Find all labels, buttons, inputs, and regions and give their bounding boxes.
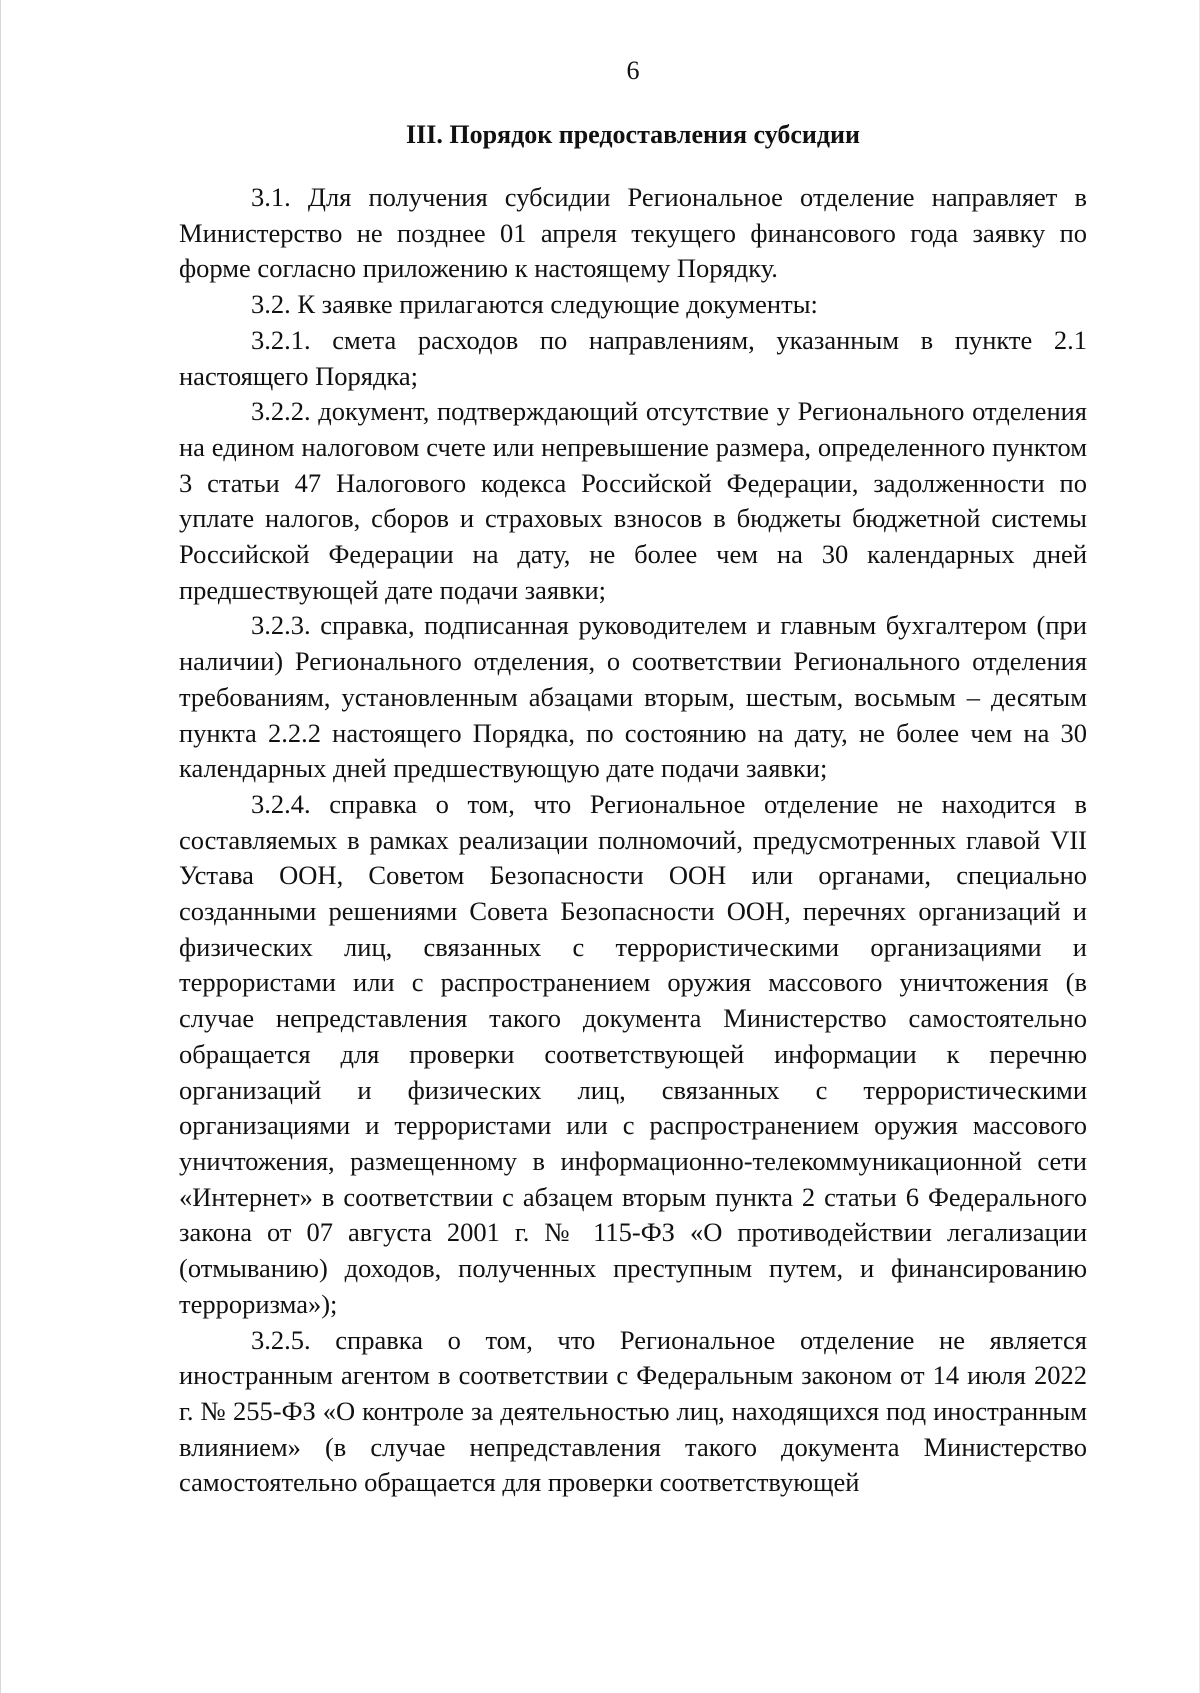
section-heading: III. Порядок предоставления субсидии <box>406 120 860 149</box>
document-body <box>179 180 1087 1501</box>
paragraph-3-2-1: 3.2.1. смета расходов по направлениям, указанным в пункте 2.1 настоящего Порядка; <box>179 324 1087 391</box>
paragraph-3-1: 3.1. Для получения субсидии Региональное отделение направляет в Министерство не позднее 01 апреля текущего финансового года заявку по форме согласно приложению к настоящему Порядку. <box>179 182 1087 284</box>
paragraph-3-2-2: 3.2.2. документ, подтверждающий отсутствие у Регионального отделения на едином налоговом счете или непревышение размера, определенного пунктом 3 статьи 47 Налогового кодекса Российской Федерации, задолженности по уплате налогов, сборов и страховых взносов в бюджеты бюджетной системы Российской Федерации на дату, не более чем на 30 календарных дней предшествующей дате подачи заявки; <box>179 396 1087 605</box>
page-number: 6 <box>626 56 640 85</box>
paragraph-3-2-3: 3.2.3. справка, подписанная руководителем и главным бухгалтером (при наличии) Регионального отделения, о соответствии Регионального отделения требованиям, установленным абзацами вторым, шестым, восьмым – десятым пункта 2.2.2 настоящего Порядка, по состоянию на дату, не более чем на 30 календарных дней предшествующую дате подачи заявки; <box>179 610 1087 784</box>
paragraph-3-2-4: 3.2.4. справка о том, что Региональное отделение не находится в составляемых в рамках реализации полномочий, предусмотренных главой VII Устава ООН, Советом Безопасности ООН или органами, специально созданными решениями Совета Безопасности ООН, перечнях организаций и физических лиц, связанных с террористическими организациями и террористами или с распространением оружия массового уничтожения (в случае непредставления такого документа Министерство самостоятельно обращается для проверки соответствующей информации к перечню организаций и физических лиц, связанных с террористическими организациями и террористами или с распространением оружия массового уничтожения, размещенному в информационно-телекоммуникационной сети «Интернет» в соответствии с абзацем вторым пункта 2 статьи 6 Федерального закона от 07 августа 2001 г. № 115-ФЗ «О противодействии легализации (отмыванию) доходов, полученных преступным путем, и финансированию терроризма»); <box>179 788 1087 1319</box>
paragraph-3-2-5: 3.2.5. справка о том, что Региональное отделение не является иностранным агентом в соответствии с Федеральным законом от 14 июля 2022 г. № 255-ФЗ «О контроле за деятельностью лиц, находящихся под иностранным влиянием» (в случае непредставления такого документа Министерство самостоятельно обращается для проверки соответствующей <box>179 1324 1087 1498</box>
paragraph-3-2: 3.2. К заявке прилагаются следующие документы: <box>251 289 818 320</box>
